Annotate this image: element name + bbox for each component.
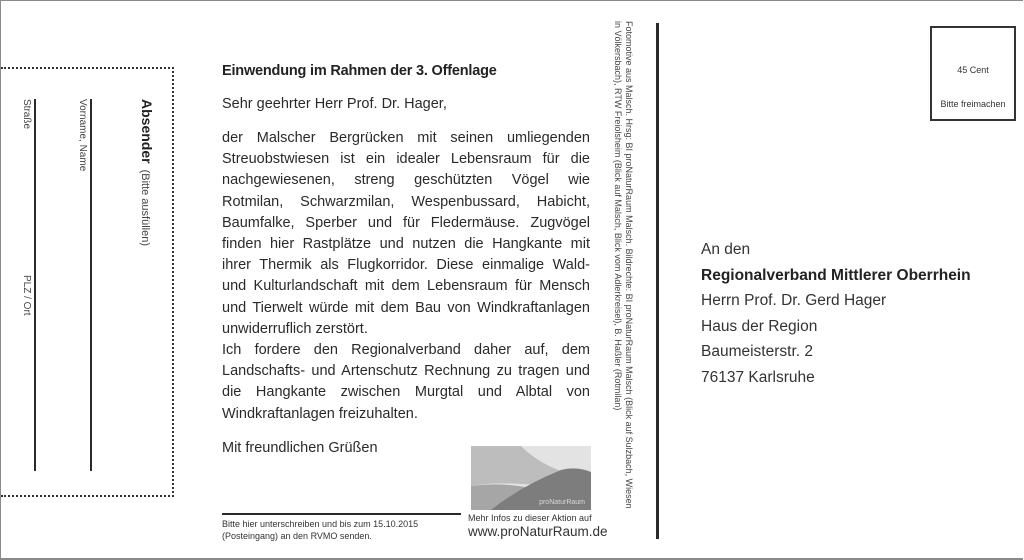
sender-title-text: Absender [139,99,155,164]
street-field-label: Straße [21,99,32,130]
recipient-address [701,237,971,391]
photo-credits [612,21,634,509]
logo-text: proNaturRaum [539,499,585,506]
logo-caption: Mehr Infos zu dieser Aktion auf [468,513,592,523]
city-field-label: PLZ / Ort [21,275,32,316]
address-city: 76137 Karlsruhe [701,368,815,386]
sender-title [139,99,155,246]
vertical-divider [656,23,659,539]
pronaturraum-logo [471,446,591,510]
letter-salutation: Sehr geehrter Herr Prof. Dr. Hager, [222,96,447,112]
address-field-line[interactable] [34,99,36,471]
signature-note: Bitte hier unterschreiben und bis zum 15.10.2015 (Posteingang) an den RVMO senden. [222,519,419,541]
signature-line[interactable] [222,513,461,515]
name-field-label: Vorname, Name [77,99,88,172]
address-recipient: Herrn Prof. Dr. Gerd Hager [701,292,887,310]
stamp-price: 45 Cent [957,65,989,75]
letter-paragraph-2: Ich fordere den Regionalverband daher auf, dem Landschafts- und Artenschutz Rechnung zu tragen und die Hangkante zwischen Murgtal und Albtal von Windkraftanlagen freizuhalten. [222,342,590,422]
name-field-line[interactable] [90,99,92,471]
sender-subtitle: (Bitte ausfüllen) [139,169,151,247]
address-line-1: An den [701,241,751,258]
address-building: Haus der Region [701,317,818,335]
credits-line-2: in Völkersbach), RTW Freiolsheim (Blick auf Malsch, Blick vom Adlerkreisel), B. Haßler (Rotmilan) [613,21,623,411]
credits-line-1: Fotomotive aus Malsch. Hrsg: BI proNaturRaum Malsch. Bildrechte: BI proNaturRaum Malsch (Blick auf Sulzbach, Wiesen [624,21,634,509]
address-organization: Regionalverband Mittlerer Oberrhein [701,266,971,284]
stamp-note: Bitte freimachen [940,99,1006,109]
address-street: Baumeisterstr. 2 [701,343,813,361]
letter-heading: Einwendung im Rahmen der 3. Offenlage [222,63,497,79]
letter-paragraph-1: der Malscher Bergrücken mit seinen umliegenden Streuobstwiesen ist ein idealer Lebensraum für die nachgewiesenen, streng geschützten Vögel wie Rotmilan, Schwarzmilan, Wespenbussard, Habicht, Baumfalke, Sperber und für Fledermäuse. Zugvögel finden hier Rastplätze und nutzen die Hangkante mit ihrer Thermik als Flugkorridor. Diese einmalige Wald- und Kulturlandschaft mit dem Lebensraum für Mensch und Tierwelt würde mit dem Bau von Windkraftanlagen unwiderruflich zerstört. [222,130,590,337]
sender-box [1,67,174,497]
letter-closing: Mit freundlichen Grüßen [222,440,378,456]
stamp-box [930,26,1016,121]
letter-body [222,63,590,425]
website-link[interactable]: www.proNaturRaum.de [468,524,608,539]
